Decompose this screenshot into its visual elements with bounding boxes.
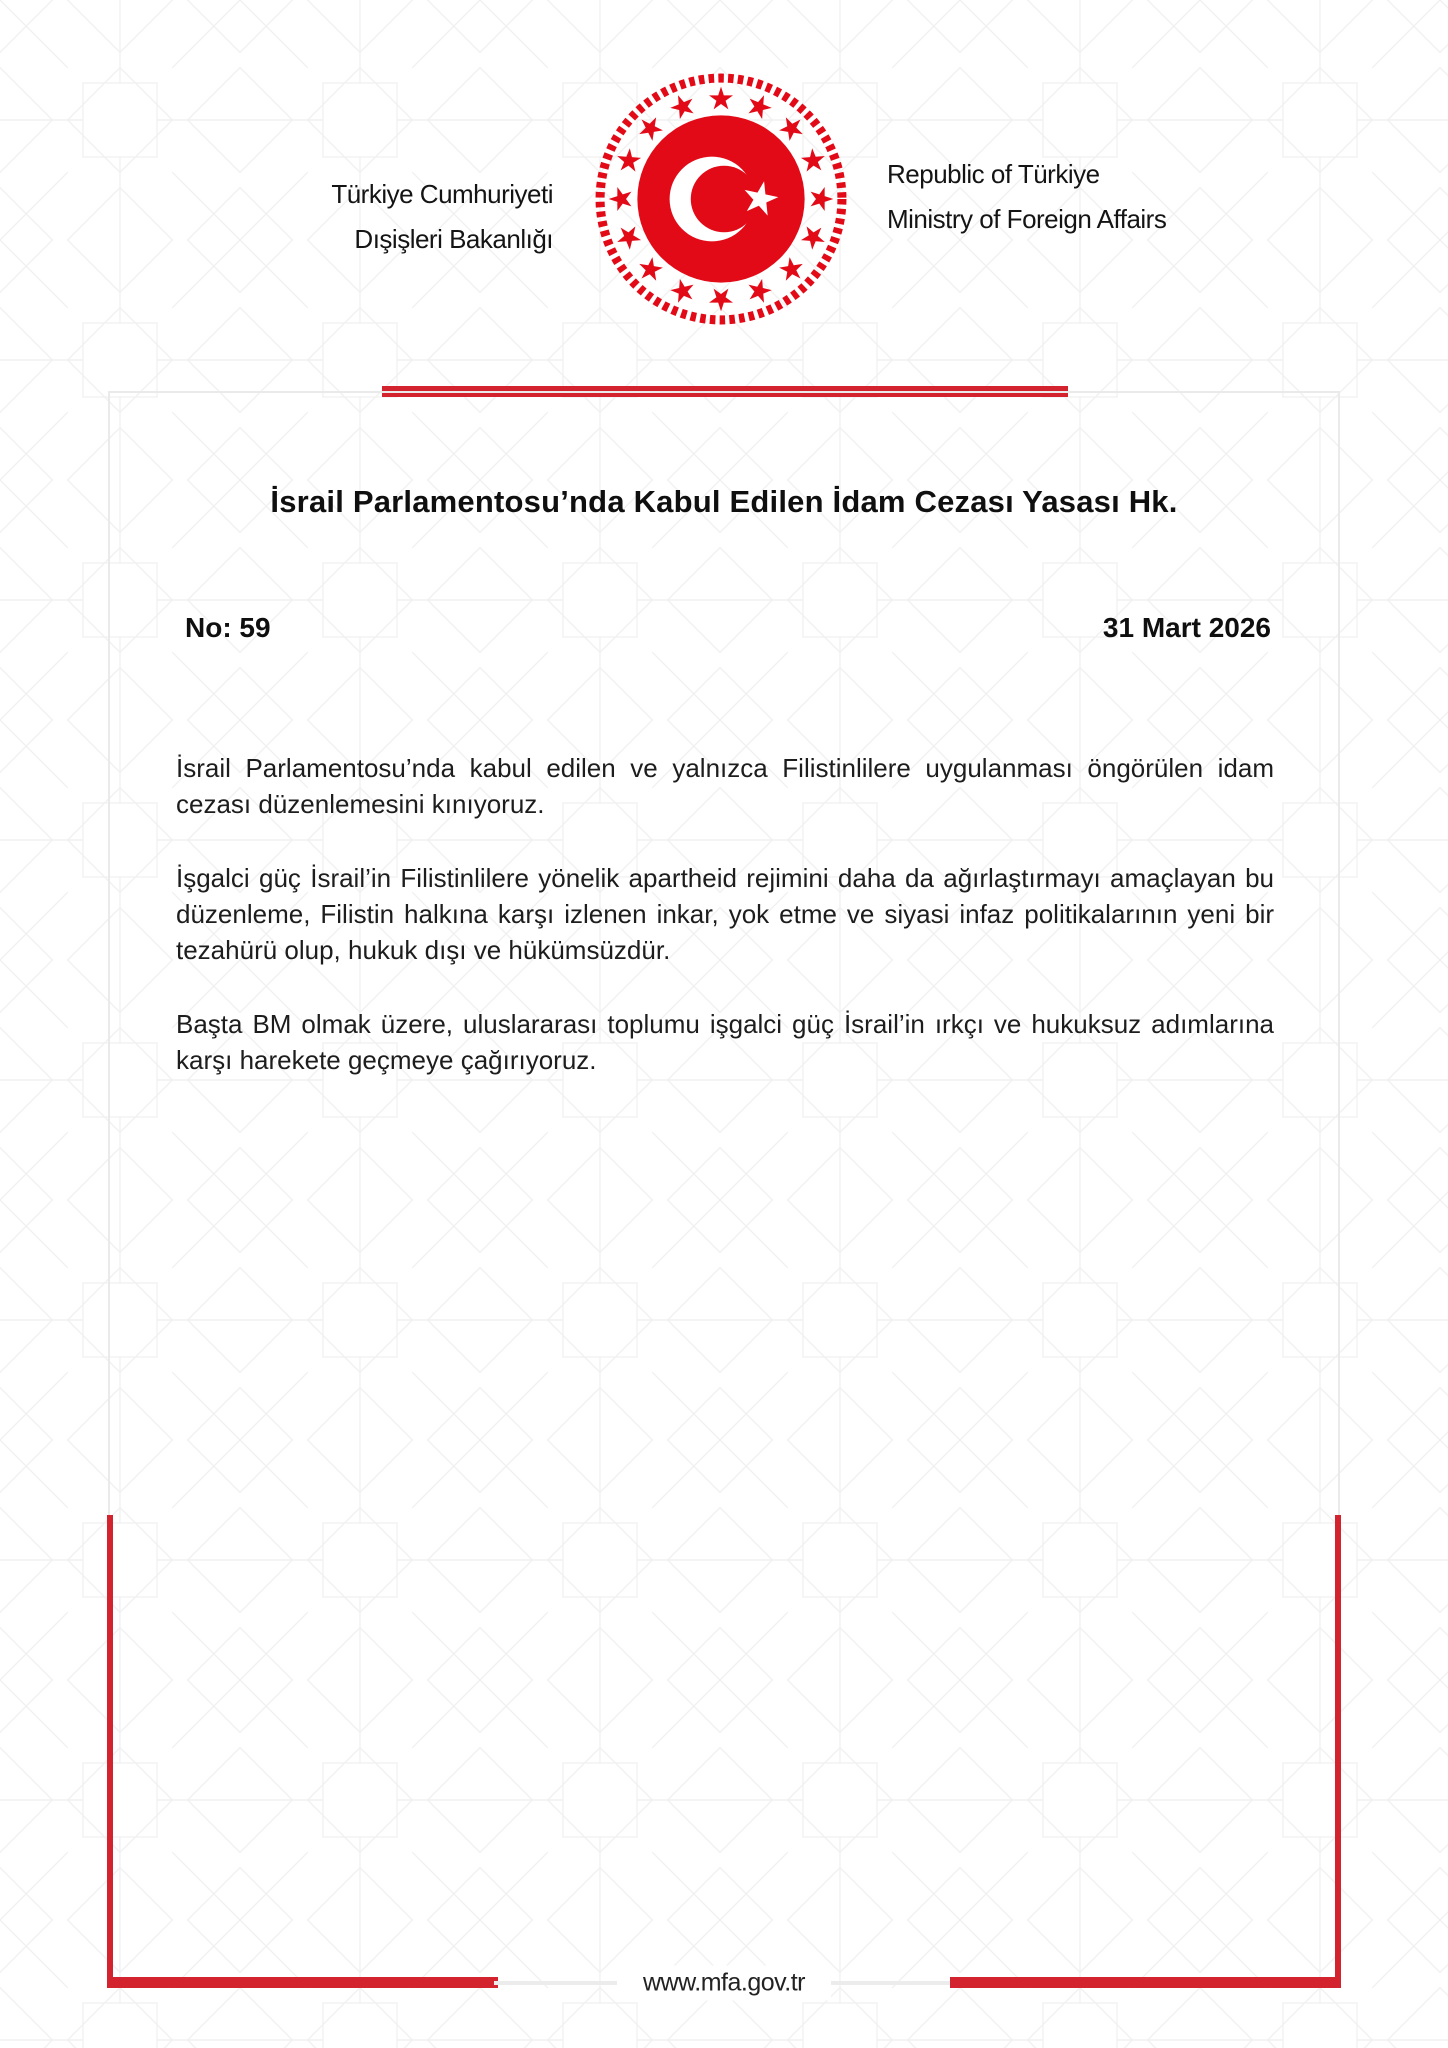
corner-bracket-right (1335, 1515, 1341, 1988)
header-en-line1: Republic of Türkiye (887, 159, 1100, 189)
corner-bracket-left (107, 1515, 113, 1988)
press-release-title: İsrail Parlamentosu’nda Kabul Edilen İdam Cezası Yasası Hk. (270, 484, 1178, 519)
header-tr-line1: Türkiye Cumhuriyeti (331, 179, 553, 209)
press-release-number: No: 59 (185, 612, 271, 643)
header-tr-line2: Dışişleri Bakanlığı (354, 224, 553, 254)
mfa-emblem-logo (590, 68, 852, 330)
paragraph-2: İşgalci güç İsrail’in Filistinlilere yönelik apartheid rejimini daha da ağırlaştırmayı amaçlayan bu düzenleme, Filistin halkına karşı izlenen inkar, yok etme ve siyasi infaz politikalarının yeni bir tezahürü olup, hukuk dışı ve hükümsüzdür. (176, 863, 1274, 965)
header-ministry-name-tr (331, 172, 553, 262)
paragraph-3: Başta BM olmak üzere, uluslararası toplumu işgalci güç İsrail’in ırkçı ve hukuksuz adımlarına karşı harekete geçmeye çağırıyoruz. (176, 1009, 1274, 1075)
press-release-date: 31 Mart 2026 (1102, 612, 1271, 643)
meta-row (185, 612, 1271, 644)
footer-url: www.mfa.gov.tr (617, 1965, 831, 2000)
paragraph-1: İsrail Parlamentosu’nda kabul edilen ve yalnızca Filistinlilere uygulanması öngörülen idam cezası düzenlemesini kınıyoruz. (176, 753, 1274, 819)
header-en-line2: Ministry of Foreign Affairs (887, 204, 1167, 234)
footer-rule-red-left (108, 1977, 498, 1988)
header-ministry-name-en (887, 152, 1166, 242)
footer-rule-red-right (950, 1977, 1340, 1988)
press-release-body (176, 750, 1274, 1116)
footer-rule (108, 1968, 1340, 1996)
